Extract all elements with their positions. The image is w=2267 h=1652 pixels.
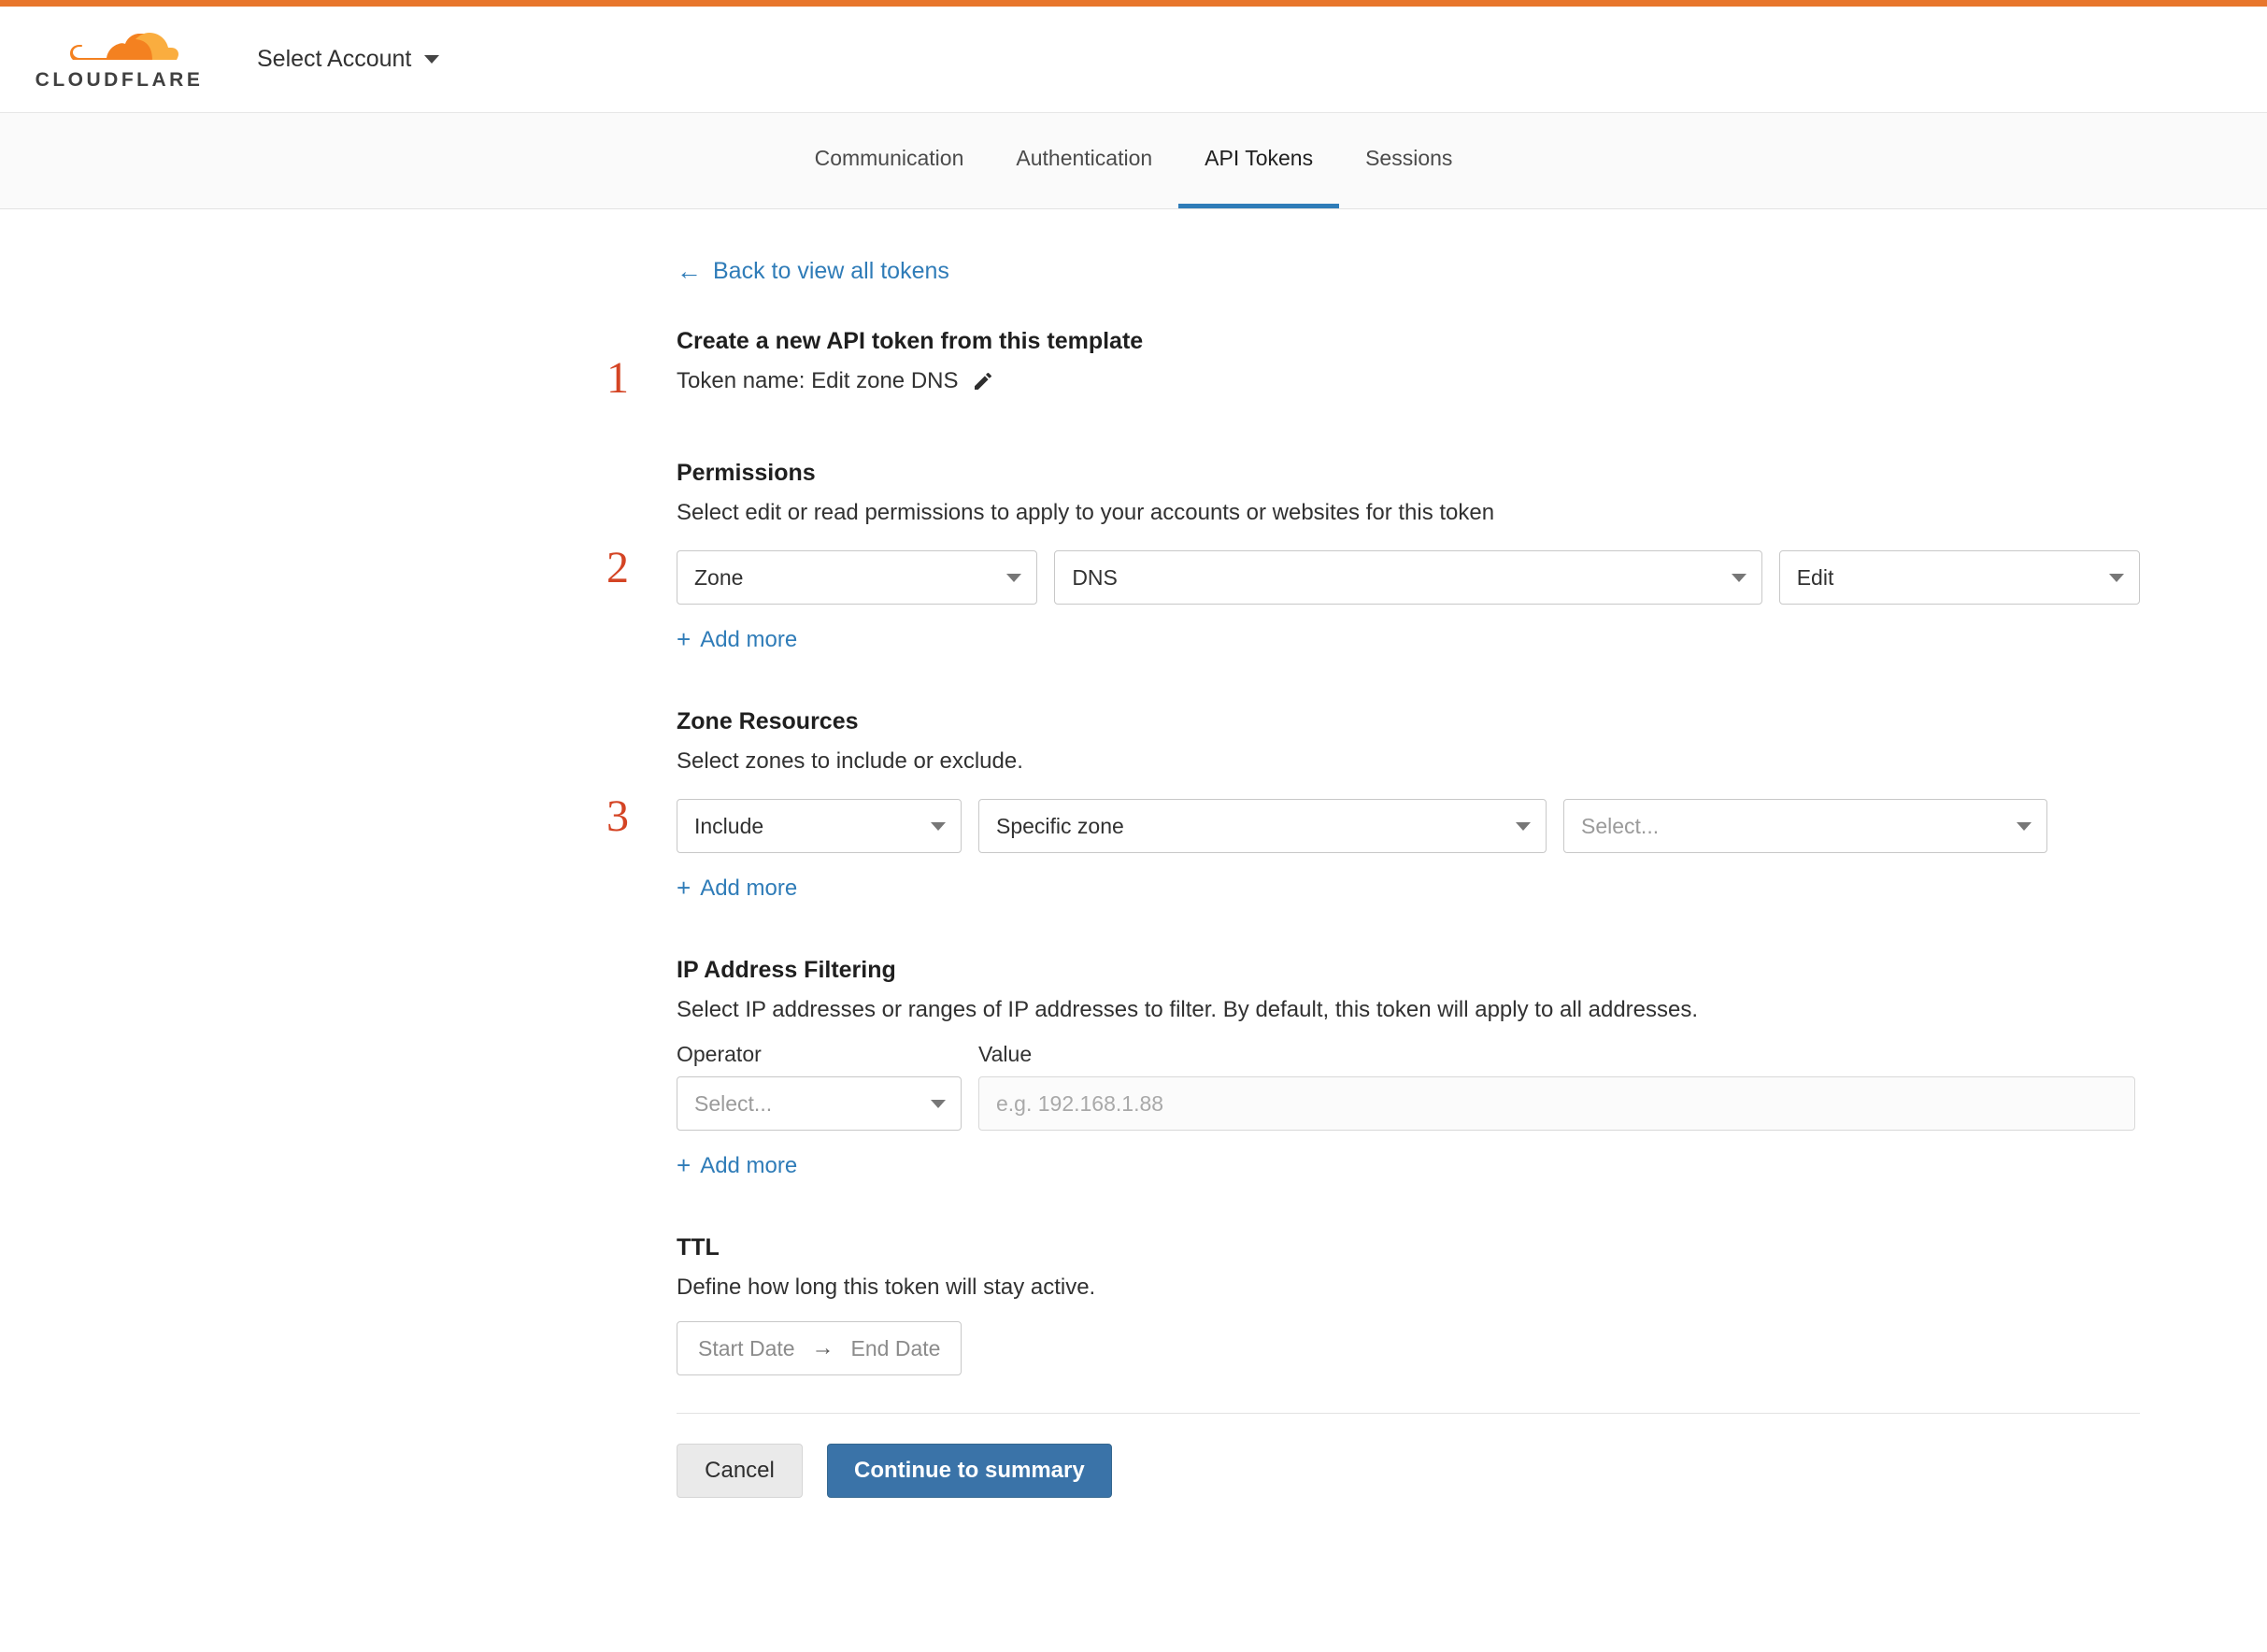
account-selector[interactable] [257,46,439,73]
zone-resources-section [606,708,2140,903]
permission-scope-select[interactable] [677,550,1037,605]
ip-filtering-add-more-button[interactable] [677,1151,797,1180]
zone-name-value: Select... [1581,813,1660,838]
tab-label: Authentication [1016,146,1153,170]
chevron-down-icon [1006,574,1021,582]
permissions-row [677,550,2140,605]
step-number-3: 3 [606,791,629,841]
continue-button-label: Continue to summary [854,1458,1085,1483]
template-title: Create a new API token from this template [677,328,1144,354]
zone-inclusion-select[interactable] [677,799,962,853]
cancel-button[interactable] [677,1444,803,1498]
template-section [606,328,2140,403]
permission-resource-value: DNS [1072,564,1118,590]
chevron-down-icon [1732,574,1747,582]
section-navbar [0,113,2267,209]
chevron-down-icon [424,55,439,64]
ip-operator-select[interactable] [677,1076,962,1131]
form-footer [677,1444,2140,1498]
app-header [0,7,2267,113]
zone-type-value: Specific zone [996,813,1124,838]
continue-to-summary-button[interactable] [827,1444,1112,1498]
cloud-icon [59,28,180,67]
ttl-section [677,1234,2140,1375]
tab-label: Sessions [1365,146,1453,170]
ip-value-placeholder: e.g. 192.168.1.88 [996,1090,1164,1116]
ip-filtering-title: IP Address Filtering [677,957,896,983]
zone-resources-row [677,799,2140,853]
zone-resources-title: Zone Resources [677,708,859,734]
logo-wordmark: CLOUDFLARE [35,68,204,91]
permission-access-value: Edit [1796,564,1834,590]
ip-value-input[interactable] [978,1076,2135,1131]
arrow-right-icon: → [811,1335,834,1360]
ttl-title: TTL [677,1234,720,1260]
ip-filtering-description: Select IP addresses or ranges of IP addresses to filter. By default, this token will apply to all addresses. [677,997,1699,1022]
value-label: Value [978,1042,1033,1066]
ttl-date-range-picker[interactable] [677,1321,962,1375]
zone-resources-add-more-button[interactable] [677,874,797,903]
ip-filtering-section [677,957,2140,1180]
ttl-end-date[interactable]: End Date [850,1335,941,1360]
permissions-description: Select edit or read permissions to apply to your accounts or websites for this token [677,500,1495,525]
step-number-2: 2 [606,543,629,592]
permission-resource-select[interactable] [1054,550,1761,605]
zone-resources-description: Select zones to include or exclude. [677,748,1023,774]
back-link-label: Back to view all tokens [713,258,949,284]
chevron-down-icon [2109,574,2124,582]
zone-type-select[interactable] [978,799,1547,853]
tab-api-tokens[interactable] [1178,113,1339,208]
ip-operator-value: Select... [694,1090,773,1116]
tab-communication[interactable] [789,113,991,208]
add-more-label: Add more [700,1152,798,1178]
top-accent-bar [0,0,2267,7]
cloudflare-logo [28,28,210,92]
arrow-left-icon: ← [677,257,702,285]
plus-icon: + [677,874,692,902]
tab-label: Communication [814,146,964,170]
token-name-label: Token name: Edit zone DNS [677,368,959,393]
ttl-start-date[interactable]: Start Date [698,1335,795,1360]
cancel-button-label: Cancel [705,1458,775,1483]
tab-sessions[interactable] [1339,113,1478,208]
ttl-description: Define how long this token will stay active. [677,1275,1096,1300]
add-more-label: Add more [700,875,798,901]
plus-icon: + [677,625,692,653]
main-content [0,209,2267,1498]
chevron-down-icon [2017,822,2032,831]
permissions-title: Permissions [677,460,816,486]
chevron-down-icon [1516,822,1531,831]
edit-pencil-icon[interactable] [972,370,994,392]
back-to-tokens-link[interactable] [677,258,2140,285]
zone-name-select[interactable] [1563,799,2047,853]
step-number-1: 1 [606,353,629,403]
permission-scope-value: Zone [694,564,744,590]
permissions-add-more-button[interactable] [677,625,797,654]
tab-authentication[interactable] [990,113,1178,208]
chevron-down-icon [931,1100,946,1108]
ip-filtering-row [677,1042,2140,1131]
operator-label: Operator [677,1042,762,1066]
plus-icon: + [677,1151,692,1179]
account-selector-label: Select Account [257,46,412,72]
footer-divider [677,1413,2140,1414]
chevron-down-icon [931,822,946,831]
tab-label: API Tokens [1205,146,1314,170]
zone-inclusion-value: Include [694,813,764,838]
permissions-section [606,460,2140,654]
permission-access-select[interactable] [1779,550,2140,605]
add-more-label: Add more [700,626,798,652]
token-name-row [677,368,2140,394]
